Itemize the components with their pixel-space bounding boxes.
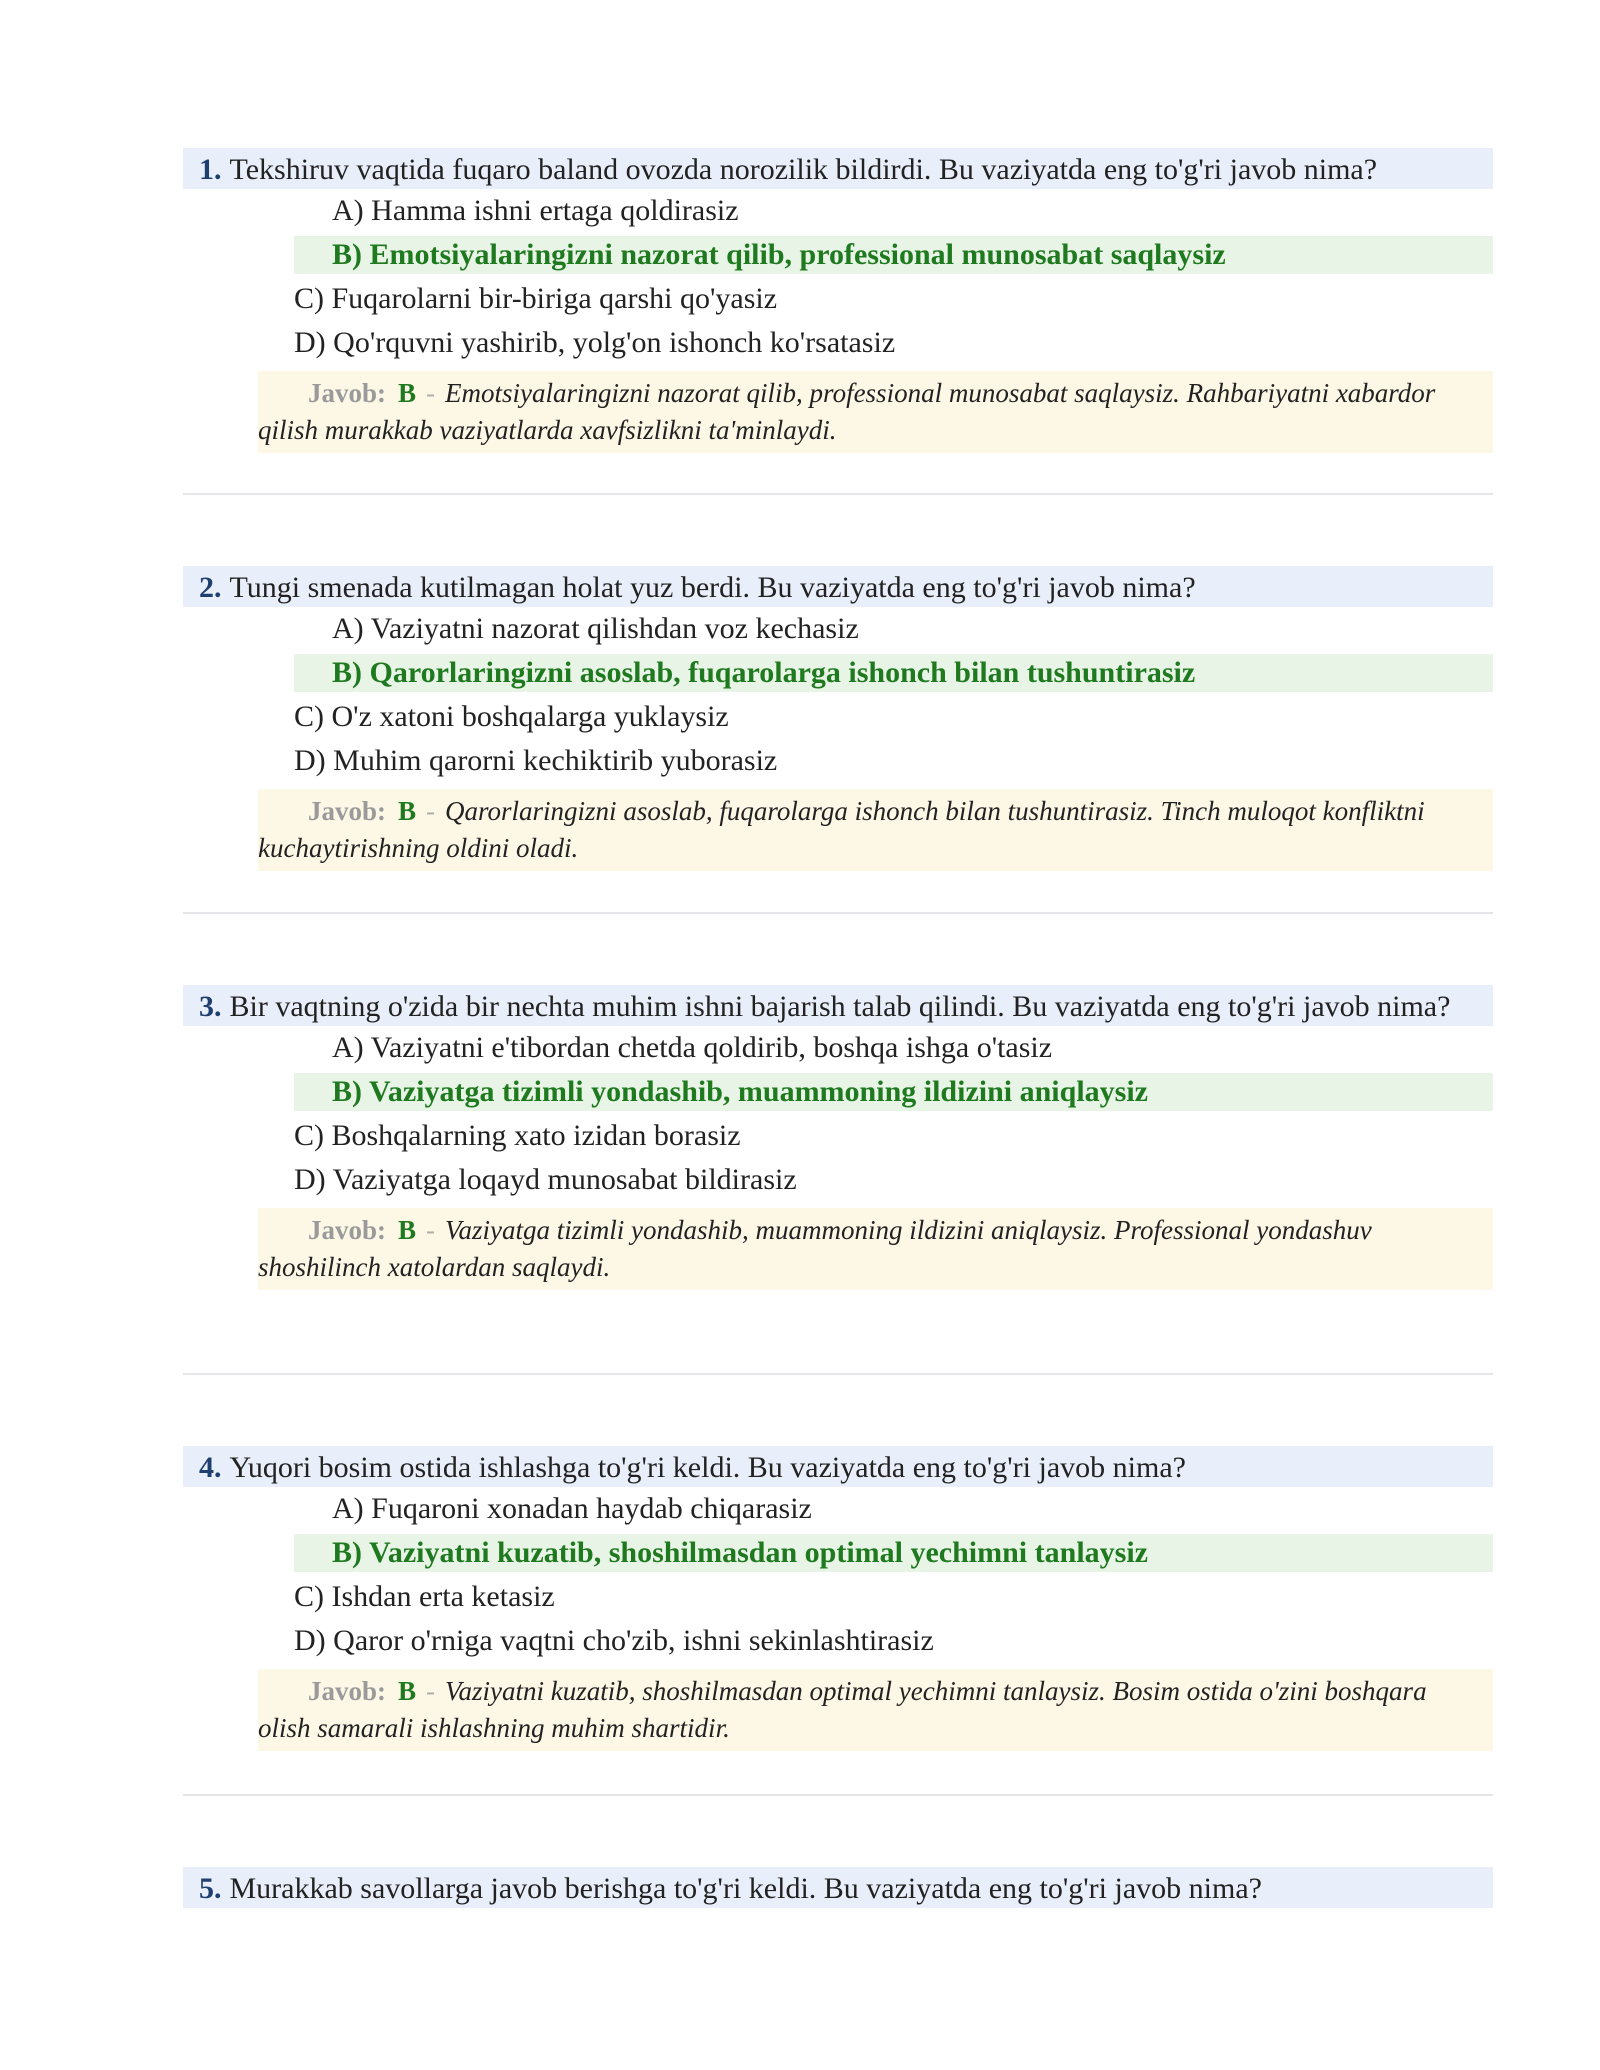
answer-letter: B bbox=[398, 378, 417, 408]
answer-explanation: Qarorlaringizni asoslab, fuqarolarga ishonch bilan tushuntirasiz. Tinch muloqot konfliktni kuchaytirishning oldini oladi. bbox=[258, 796, 1425, 863]
option-a: A) Hamma ishni ertaga qoldirasiz bbox=[332, 194, 739, 227]
option-c: C) Boshqalarning xato izidan borasiz bbox=[294, 1119, 741, 1152]
question-text: Murakkab savollarga javob berishga to'g'ri keldi. Bu vaziyatda eng to'g'ri javob nima? bbox=[229, 1872, 1262, 1905]
question-number: 4. bbox=[199, 1451, 222, 1484]
answer-label: Javob: bbox=[308, 1676, 387, 1706]
question-number: 2. bbox=[199, 571, 222, 604]
question-divider bbox=[183, 1373, 1493, 1375]
option-b-correct: B) Vaziyatga tizimli yondashib, muammoning ildizini aniqlaysiz bbox=[294, 1073, 1493, 1111]
question-2 bbox=[183, 566, 1493, 871]
answer-box bbox=[258, 1669, 1493, 1751]
answer-letter: B bbox=[398, 1676, 417, 1706]
question-header bbox=[183, 1446, 1493, 1487]
answer-dash: - bbox=[426, 378, 436, 408]
question-header bbox=[183, 148, 1493, 189]
question-number: 3. bbox=[199, 990, 222, 1023]
answer-explanation: Vaziyatni kuzatib, shoshilmasdan optimal yechimni tanlaysiz. Bosim ostida o'zini boshqara olish samarali ishlashning muhim shartidir. bbox=[258, 1676, 1427, 1743]
option-d: D) Vaziyatga loqayd munosabat bildirasiz bbox=[294, 1163, 797, 1196]
answer-label: Javob: bbox=[308, 378, 387, 408]
answer-dash: - bbox=[426, 1215, 436, 1245]
answer-explanation: Emotsiyalaringizni nazorat qilib, professional munosabat saqlaysiz. Rahbariyatni xabardor qilish murakkab vaziyatlarda xavfsizlikni ta'minlaydi. bbox=[258, 378, 1436, 445]
option-d: D) Qaror o'rniga vaqtni cho'zib, ishni sekinlashtirasiz bbox=[294, 1624, 934, 1657]
question-5 bbox=[183, 1867, 1493, 1908]
question-divider bbox=[183, 493, 1493, 495]
question-4 bbox=[183, 1446, 1493, 1751]
option-b-correct: B) Emotsiyalaringizni nazorat qilib, professional munosabat saqlaysiz bbox=[294, 236, 1493, 274]
answer-box bbox=[258, 371, 1493, 453]
question-divider bbox=[183, 912, 1493, 914]
question-text: Tekshiruv vaqtida fuqaro baland ovozda norozilik bildirdi. Bu vaziyatda eng to'g'ri javob nima? bbox=[229, 153, 1378, 186]
answer-letter: B bbox=[398, 796, 417, 826]
option-d: D) Qo'rquvni yashirib, yolg'on ishonch ko'rsatasiz bbox=[294, 326, 896, 359]
option-b-correct: B) Vaziyatni kuzatib, shoshilmasdan optimal yechimni tanlaysiz bbox=[294, 1534, 1493, 1572]
answer-dash: - bbox=[426, 796, 436, 826]
option-a: A) Fuqaroni xonadan haydab chiqarasiz bbox=[332, 1492, 812, 1525]
option-c: C) O'z xatoni boshqalarga yuklaysiz bbox=[294, 700, 729, 733]
question-text: Tungi smenada kutilmagan holat yuz berdi. Bu vaziyatda eng to'g'ri javob nima? bbox=[229, 571, 1196, 604]
answer-box bbox=[258, 1208, 1493, 1290]
answer-box bbox=[258, 789, 1493, 871]
answer-letter: B bbox=[398, 1215, 417, 1245]
question-3 bbox=[183, 985, 1493, 1290]
answer-label: Javob: bbox=[308, 796, 387, 826]
option-c: C) Ishdan erta ketasiz bbox=[294, 1580, 555, 1613]
question-1 bbox=[183, 148, 1493, 453]
question-text: Bir vaqtning o'zida bir nechta muhim ishni bajarish talab qilindi. Bu vaziyatda eng to'g'ri javob nima? bbox=[229, 990, 1451, 1023]
question-header bbox=[183, 985, 1493, 1026]
question-text: Yuqori bosim ostida ishlashga to'g'ri keldi. Bu vaziyatda eng to'g'ri javob nima? bbox=[229, 1451, 1186, 1484]
question-header bbox=[183, 1867, 1493, 1908]
question-divider bbox=[183, 1794, 1493, 1796]
question-number: 5. bbox=[199, 1872, 222, 1905]
option-d: D) Muhim qarorni kechiktirib yuborasiz bbox=[294, 744, 778, 777]
question-number: 1. bbox=[199, 153, 222, 186]
answer-dash: - bbox=[426, 1676, 436, 1706]
option-a: A) Vaziyatni nazorat qilishdan voz kechasiz bbox=[332, 612, 859, 645]
option-a: A) Vaziyatni e'tibordan chetda qoldirib, boshqa ishga o'tasiz bbox=[332, 1031, 1053, 1064]
answer-explanation: Vaziyatga tizimli yondashib, muammoning ildizini aniqlaysiz. Professional yondashuv shoshilinch xatolardan saqlaydi. bbox=[258, 1215, 1372, 1282]
option-b-correct: B) Qarorlaringizni asoslab, fuqarolarga ishonch bilan tushuntirasiz bbox=[294, 654, 1493, 692]
option-c: C) Fuqarolarni bir-biriga qarshi qo'yasiz bbox=[294, 282, 778, 315]
answer-label: Javob: bbox=[308, 1215, 387, 1245]
question-header bbox=[183, 566, 1493, 607]
